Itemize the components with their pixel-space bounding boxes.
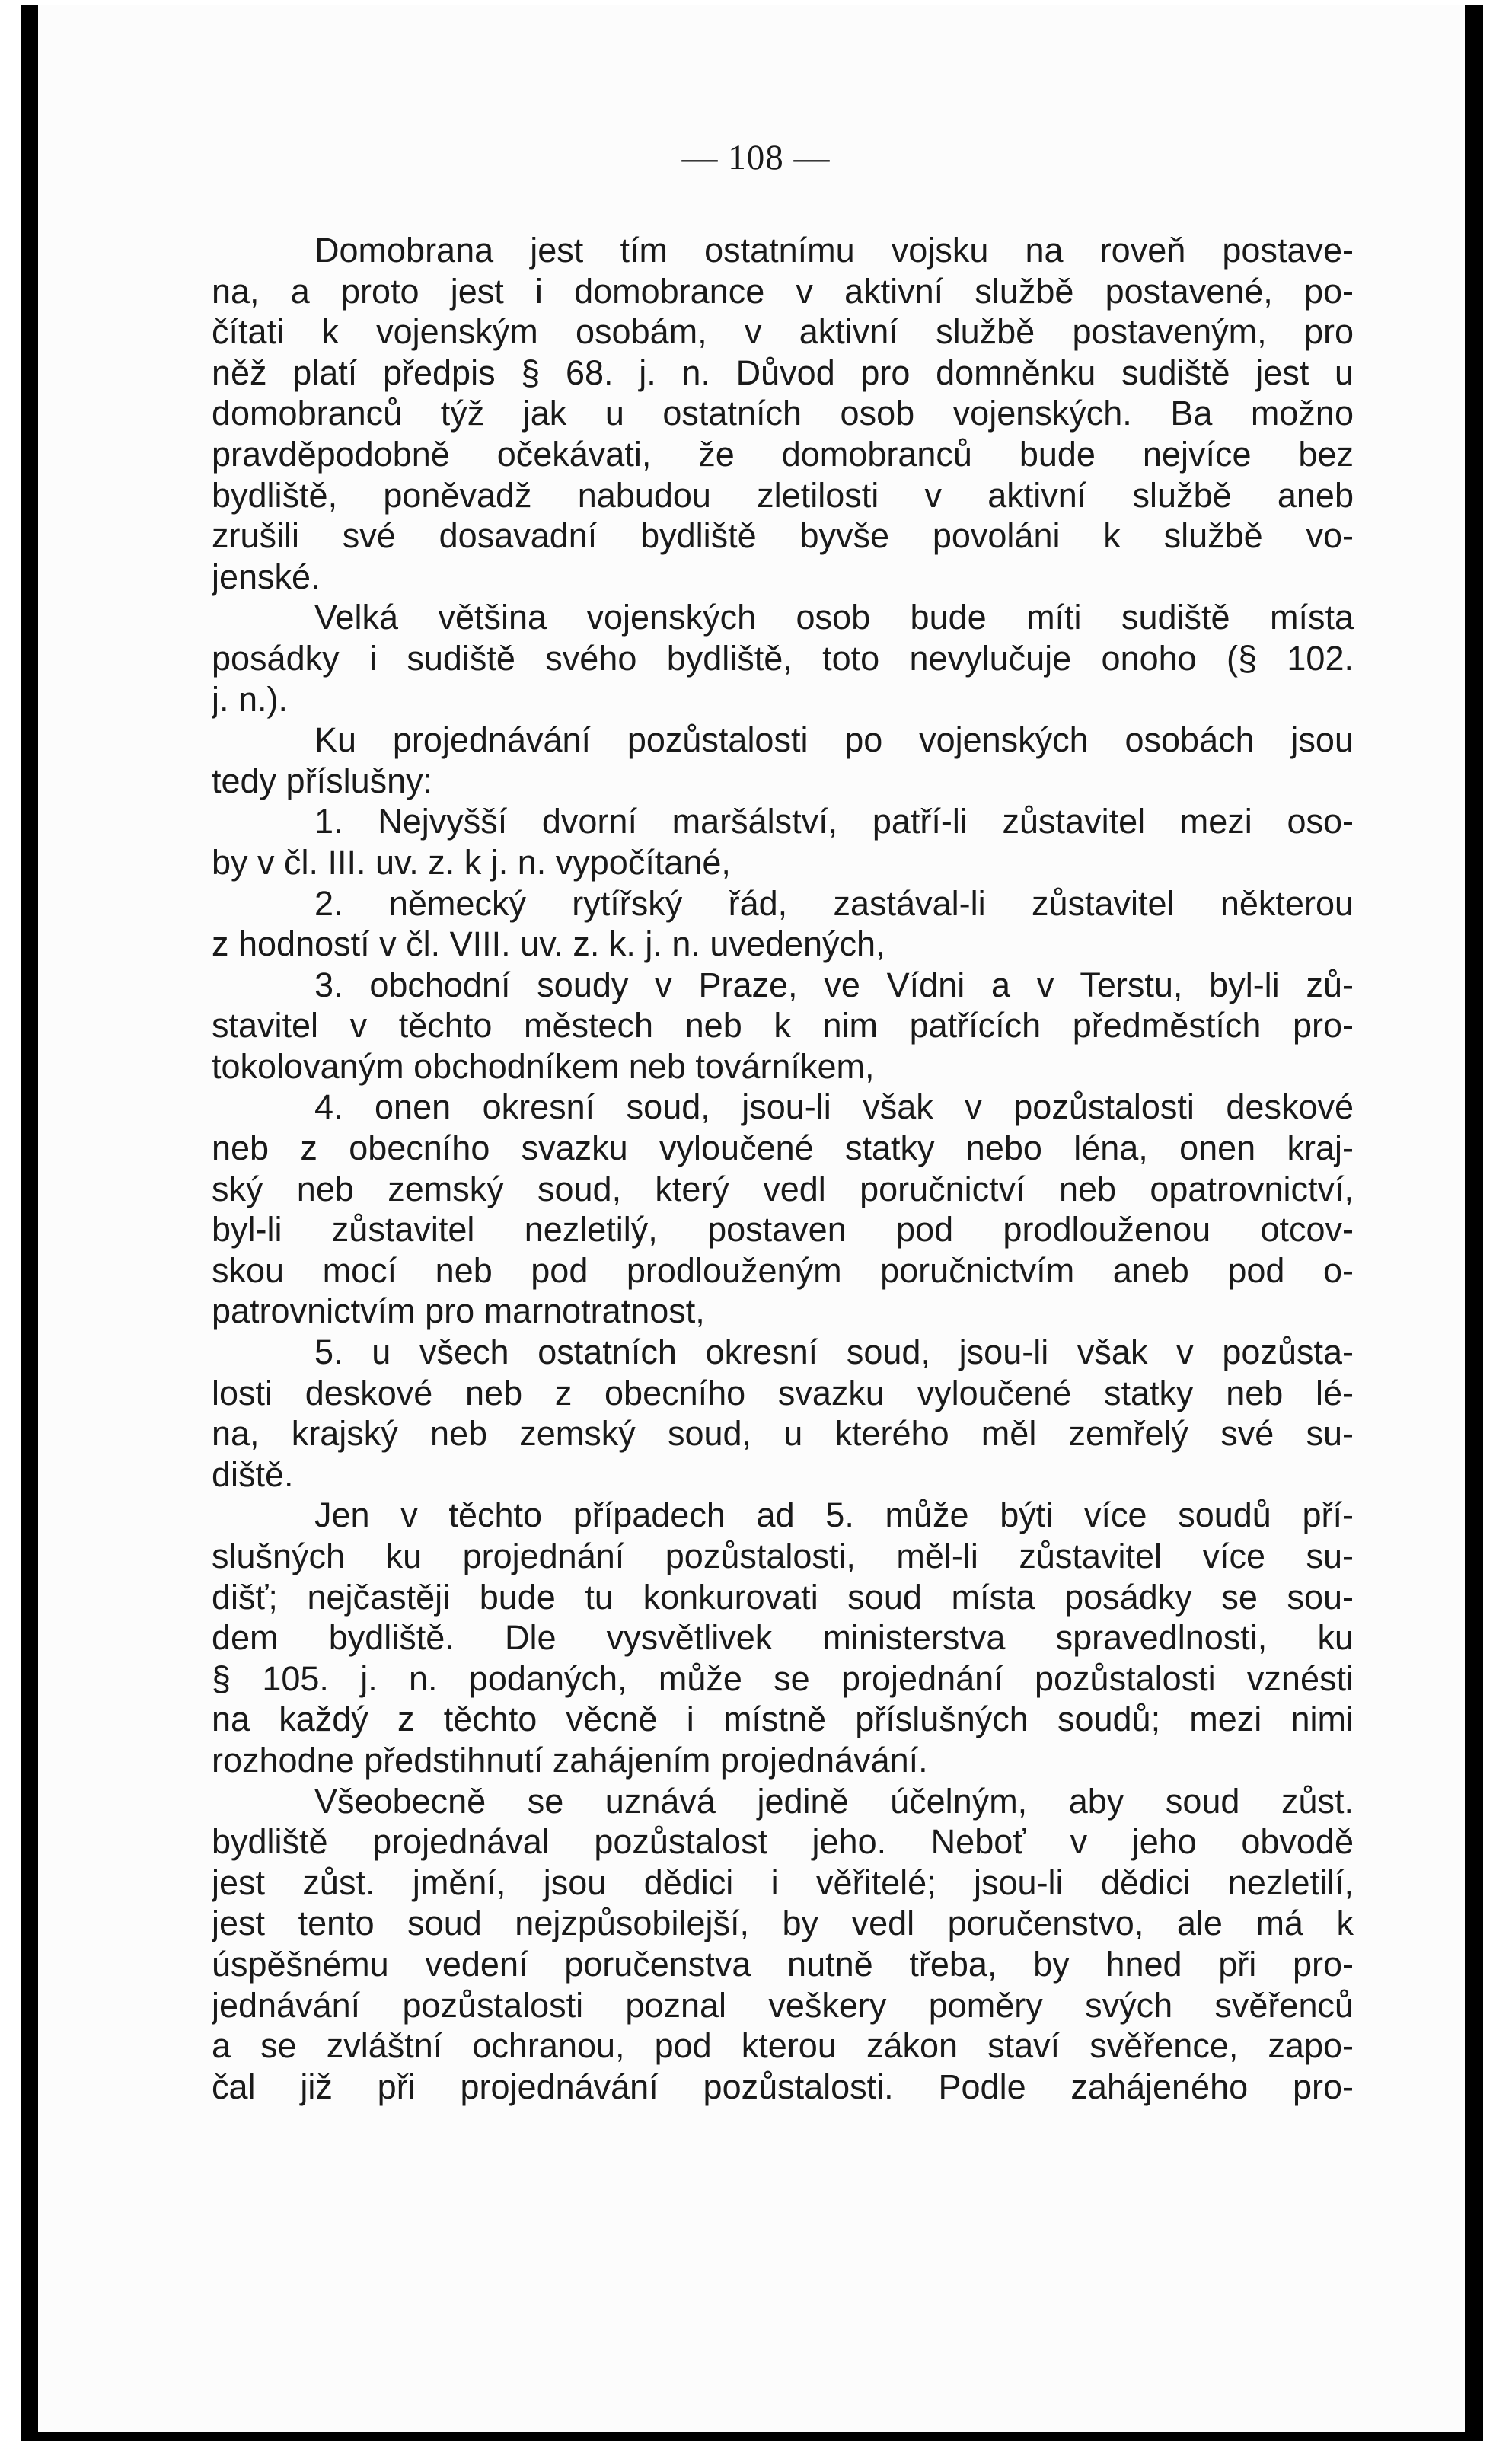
text-line: bydliště projednával pozůstalost jeho. Neboť v jeho obvodě [212, 1822, 1354, 1862]
text-line: tokolovaným obchodníkem neb továrníkem, [212, 1046, 875, 1086]
text-line: a se zvláštní ochranou, pod kterou zákon staví svěřence, zapo- [212, 2026, 1354, 2066]
text-line: losti deskové neb z obecního svazku vyloučené statky neb lé- [212, 1373, 1354, 1412]
text-line: 3. obchodní soudy v Praze, ve Vídni a v Terstu, byl-li zů- [314, 965, 1354, 1004]
text-line: 4. onen okresní soud, jsou-li však v pozůstalosti deskové [314, 1087, 1354, 1127]
page-number: — 108 — [681, 138, 831, 177]
text-line: Všeobecně se uznává jedině účelným, aby soud zůst. [314, 1781, 1354, 1821]
text-line: neb z obecního svazku vyloučené statky nebo léna, onen kraj- [212, 1128, 1354, 1168]
body-text [212, 230, 1354, 2107]
text-line: stavitel v těchto městech neb k nim patřících předměstích pro- [212, 1006, 1354, 1045]
text-line: Jen v těchto případech ad 5. může býti více soudů pří- [314, 1495, 1354, 1535]
text-line: úspěšnému vedení poručenstva nutně třeba, by hned při pro- [212, 1944, 1354, 1984]
text-line: zrušili své dosavadní bydliště byvše povoláni k službě vo- [212, 516, 1354, 556]
text-line: čal již při projednávání pozůstalosti. Podle zahájeného pro- [212, 2067, 1354, 2106]
text-line: byl-li zůstavitel nezletilý, postaven pod prodlouženou otcov- [212, 1210, 1354, 1250]
text-line: rozhodne předstihnutí zahájením projednávání. [212, 1740, 928, 1780]
text-line: z hodností v čl. VIII. uv. z. k. j. n. uvedených, [212, 924, 885, 964]
text-line: na, a proto jest i domobrance v aktivní službě postavené, po- [212, 271, 1354, 311]
text-line: čítati k vojenským osobám, v aktivní službě postaveným, pro [212, 312, 1354, 352]
text-line: dem bydliště. Dle vysvětlivek ministerstva spravedlnosti, ku [212, 1618, 1354, 1658]
text-line: by v čl. III. uv. z. k j. n. vypočítané, [212, 842, 731, 882]
text-line: skou mocí neb pod prodlouženým poručnictvím aneb pod o- [212, 1250, 1354, 1290]
text-line: Velká většina vojenských osob bude míti sudiště místa [314, 598, 1354, 637]
text-line: Ku projednávání pozůstalosti po vojenských osobách jsou [314, 720, 1354, 760]
text-line: něž platí předpis § 68. j. n. Důvod pro domněnku sudiště jest u [212, 353, 1354, 392]
text-line: patrovnictvím pro marnotratnost, [212, 1291, 705, 1331]
text-line: 5. u všech ostatních okresní soud, jsou-li však v pozůsta- [314, 1333, 1354, 1372]
text-line: posádky i sudiště svého bydliště, toto nevylučuje onoho (§ 102. [212, 638, 1354, 678]
text-line: domobranců týž jak u ostatních osob vojenských. Ba možno [212, 394, 1354, 433]
text-line: na každý z těchto věcně i místně příslušných soudů; mezi nimi [212, 1700, 1354, 1739]
text-line: jenské. [212, 557, 321, 596]
text-line: na, krajský neb zemský soud, u kterého měl zemřelý své su- [212, 1414, 1354, 1454]
text-line: dišť; nejčastěji bude tu konkurovati soud místa posádky se sou- [212, 1577, 1354, 1617]
text-line: j. n.). [212, 679, 289, 719]
text-line: slušných ku projednání pozůstalosti, měl-li zůstavitel více su- [212, 1537, 1354, 1575]
text-line: 2. německý rytířský řád, zastával-li zůstavitel některou [314, 883, 1354, 923]
text-line: § 105. j. n. podaných, může se projednání pozůstalosti vznésti [212, 1658, 1354, 1698]
text-line: pravděpodobně očekávati, že domobranců bude nejvíce bez [212, 434, 1354, 474]
text-line: 1. Nejvyšší dvorní maršálství, patří-li zůstavitel mezi oso- [314, 802, 1354, 841]
text-line: bydliště, poněvadž nabudou zletilosti v aktivní službě aneb [212, 475, 1354, 515]
text-line: jednávání pozůstalosti poznal veškery poměry svých svěřenců [212, 1985, 1354, 2025]
text-line: jest zůst. jmění, jsou dědici i věřitelé; jsou-li dědici nezletilí, [212, 1863, 1354, 1902]
text-line: ský neb zemský soud, který vedl poručnictví neb opatrovnictví, [212, 1169, 1354, 1208]
text-line: tedy příslušny: [212, 761, 433, 800]
text-line: jest tento soud nejzpůsobilejší, by vedl poručenstvo, ale má k [212, 1904, 1354, 1943]
text-line: Domobrana jest tím ostatnímu vojsku na roveň postave- [314, 231, 1354, 270]
text-line: diště. [212, 1454, 294, 1494]
